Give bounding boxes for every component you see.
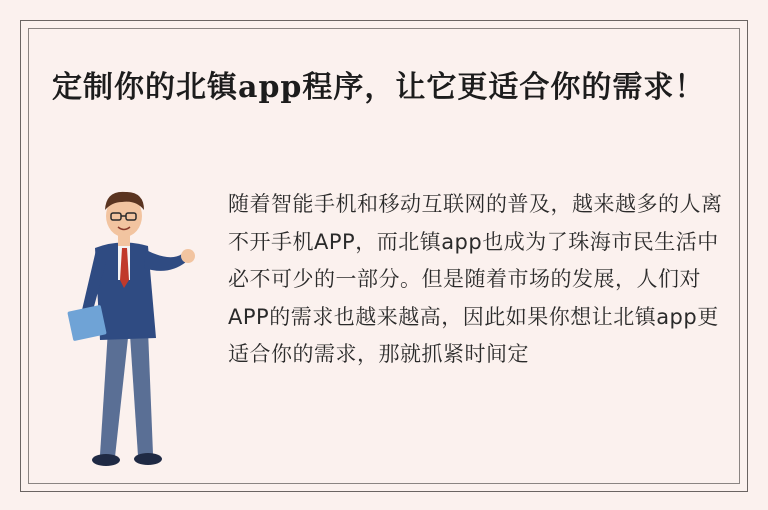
right-shoe <box>134 453 162 465</box>
left-leg <box>100 330 128 457</box>
article-title: 定制你的北镇app程序，让它更适合你的需求！ <box>52 70 706 105</box>
raised-arm <box>144 250 186 271</box>
right-leg <box>130 330 153 456</box>
article-body: 随着智能手机和移动互联网的普及，越来越多的人离不开手机APP，而北镇app也成为了珠海市民生活中必不可少的一部分。但是随着市场的发展，人们对APP的需求也越来越高，因此如果你想让北镇app更适合你的需求，那就抓紧时间定 <box>228 192 723 366</box>
businessman-illustration <box>60 180 210 480</box>
raised-hand <box>181 249 195 263</box>
left-shoe <box>92 454 120 466</box>
